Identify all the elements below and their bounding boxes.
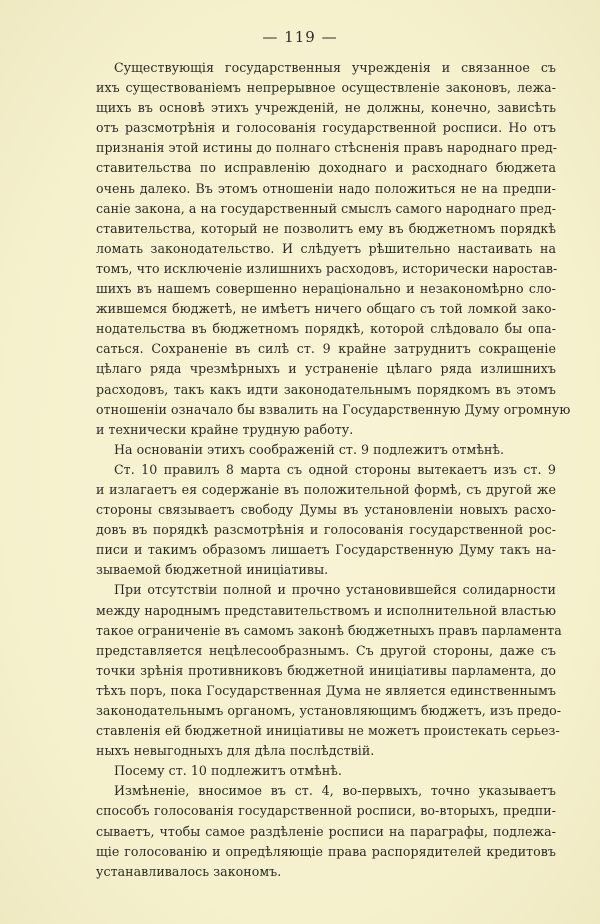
- text-line: Ст. 10 правилъ 8 марта съ одной стороны вытекаетъ изъ ст. 9: [114, 461, 556, 477]
- text-line: расходовъ, такъ какъ идти законодательнымъ порядкомъ въ этомъ: [96, 381, 556, 397]
- text-line: очень далеко. Въ этомъ отношеніи надо положиться не на предпи-: [96, 180, 556, 196]
- paragraph-4: [96, 580, 562, 761]
- paragraph-6: [96, 781, 556, 881]
- text-line: Посему ст. 10 подлежитъ отмѣнѣ.: [114, 763, 342, 779]
- text-line: сываетъ, чтобы самое раздѣленіе росписи на параграфы, подлежа-: [96, 823, 556, 839]
- text-line: ныхъ невыгодныхъ для дѣла послѣдствій.: [96, 743, 375, 759]
- text-line: ставленія ей бюджетной иниціативы не можетъ проистекать серьез-: [96, 723, 560, 739]
- text-line: шихъ въ нашемъ совершенно нераціонально и незакономѣрно сло-: [96, 281, 556, 297]
- paragraph-2: [96, 440, 556, 460]
- text-line: нодательства въ бюджетномъ порядкѣ, которой слѣдовало бы опа-: [96, 321, 556, 337]
- text-line: тѣхъ поръ, пока Государственная Дума не является единственнымъ: [96, 682, 556, 698]
- text-line: и излагаетъ ея содержаніе въ положительной формѣ, съ другой же: [96, 481, 556, 497]
- text-line: точки зрѣнія противниковъ бюджетной иниціативы парламента, до: [96, 662, 556, 678]
- text-line: отъ разсмотрѣнія и голосованія государственной росписи. Но отъ: [96, 120, 556, 136]
- text-line: щіе голосованію и опредѣляющіе права распорядителей кредитовъ: [96, 843, 556, 859]
- body-text: [96, 58, 571, 882]
- text-line: саться. Сохраненіе въ силѣ ст. 9 крайне затруднитъ сокращеніе: [96, 341, 556, 357]
- paragraph-3: [96, 460, 556, 581]
- text-line: устанавливалось закономъ.: [96, 863, 282, 879]
- page-number: — 119 —: [262, 28, 338, 46]
- text-line: ставительства по исправленію доходнаго и расходнаго бюджета: [96, 160, 556, 176]
- text-line: щихъ въ основѣ этихъ учрежденій, не должны, конечно, зависѣть: [96, 100, 556, 116]
- text-line: Измѣненіе, вносимое въ ст. 4, во-первыхъ, точно указываетъ: [114, 783, 556, 799]
- text-line: ломать законодательство. И слѣдуетъ рѣшительно настаивать на: [96, 240, 556, 256]
- text-line: томъ, что исключеніе излишнихъ расходовъ, исторически наростав-: [96, 260, 558, 276]
- text-line: жившемся бюджетѣ, не имѣетъ ничего общаго съ той ломкой зако-: [96, 301, 556, 317]
- text-line: На основаніи этихъ соображеній ст. 9 подлежитъ отмѣнѣ.: [114, 441, 505, 457]
- text-line: При отсутствіи полной и прочно установившейся солидарности: [114, 582, 556, 598]
- text-line: ихъ существованіемъ непрерывное осуществленіе законовъ, лежа-: [96, 80, 556, 96]
- text-line: отношеніи означало бы взвалить на Государственную Думу огромную: [96, 401, 571, 417]
- text-line: между народнымъ представительствомъ и исполнительной властью: [96, 602, 556, 618]
- text-line: представляется нецѣлесообразнымъ. Съ другой стороны, даже съ: [96, 642, 556, 658]
- text-line: признанія этой истины до полнаго стѣсненія правъ народнаго пред-: [96, 140, 558, 156]
- text-line: Существующія государственныя учрежденія и связанное съ: [114, 60, 556, 75]
- text-line: способъ голосованія государственной росписи, во-вторыхъ, предпи-: [96, 803, 556, 819]
- paragraph-1: [96, 58, 571, 440]
- text-line: писи и такимъ образомъ лишаетъ Государственную Думу такъ на-: [96, 542, 556, 558]
- text-line: законодательнымъ органомъ, установляющимъ бюджетъ, изъ предо-: [96, 703, 562, 718]
- paragraph-5: [96, 761, 556, 781]
- text-line: саніе закона, а на государственный смыслъ самого народнаго пред-: [96, 200, 556, 216]
- text-line: цѣлаго ряда чрезмѣрныхъ и устраненіе цѣлаго ряда излишнихъ: [96, 361, 556, 377]
- text-line: ставительства, который не позволитъ ему въ бюджетномъ порядкѣ: [96, 220, 556, 236]
- text-line: довъ въ порядкѣ разсмотрѣнія и голосованія государственной рос-: [96, 522, 556, 538]
- text-line: такое ограниченіе въ самомъ законѣ бюджетныхъ правъ парламента: [96, 622, 562, 638]
- text-line: стороны связываетъ свободу Думы въ установленіи новыхъ расхо-: [96, 502, 556, 518]
- text-line: зываемой бюджетной иниціативы.: [96, 562, 329, 578]
- text-line: и технически крайне трудную работу.: [96, 421, 354, 437]
